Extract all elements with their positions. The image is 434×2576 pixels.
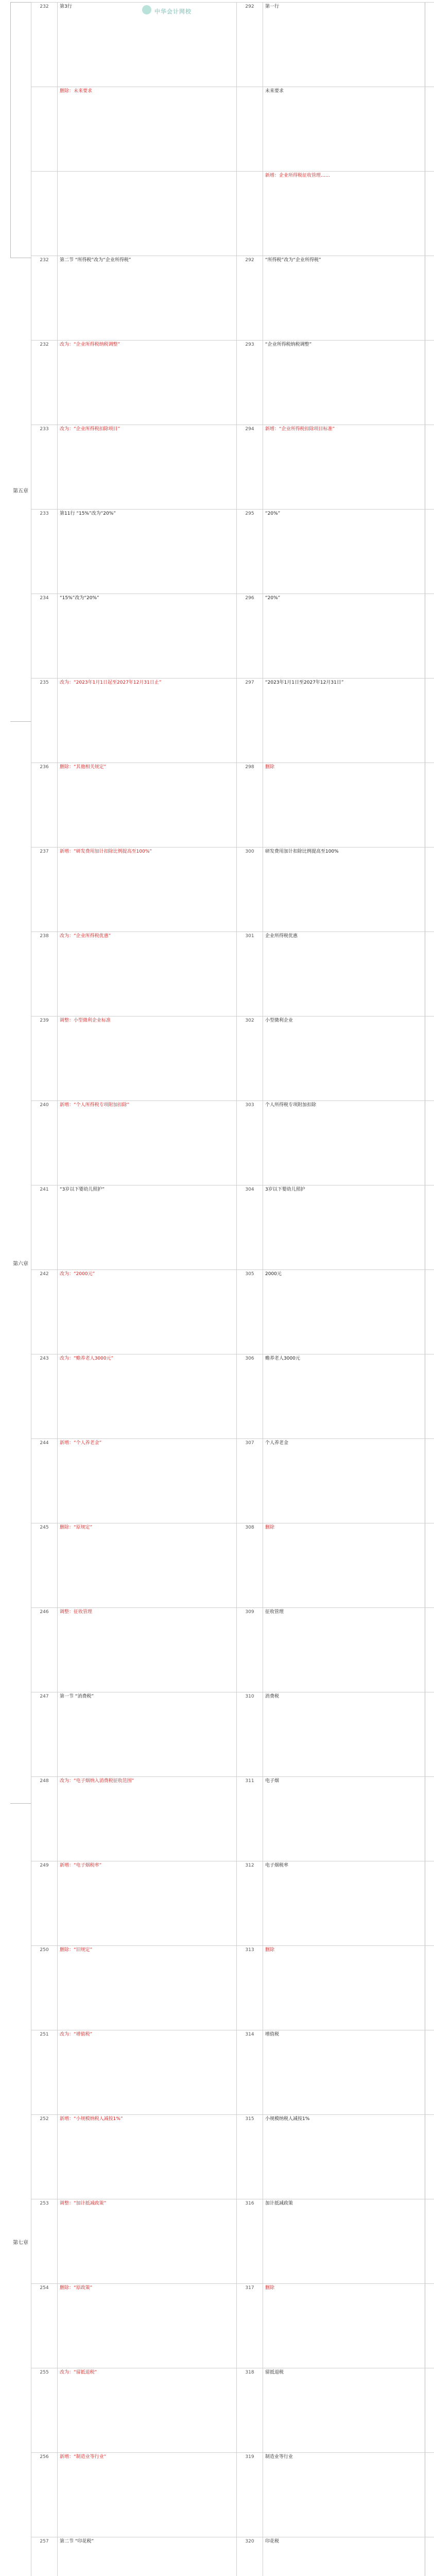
table-row xyxy=(31,3,434,87)
comparison-table xyxy=(31,2,434,2576)
table-row xyxy=(31,2030,434,2115)
table-row xyxy=(31,1439,434,1523)
old-text-cell: 改为：“增值税” xyxy=(58,2030,237,2115)
page-number-right: 300 xyxy=(237,848,263,932)
page-number-left: 252 xyxy=(31,2115,58,2199)
old-text-cell: 第二节 “所得税”改为“企业所得税” xyxy=(58,256,237,341)
new-text-cell: 征收管理 xyxy=(263,1608,434,1692)
page-number-left: 249 xyxy=(31,1861,58,1946)
old-text-cell: 调整：“加计抵减政策” xyxy=(58,2199,237,2284)
old-text-cell: 改为：“企业所得税优惠” xyxy=(58,932,237,1016)
page-number-right: 309 xyxy=(237,1608,263,1692)
page-number-right: 320 xyxy=(237,2537,263,2576)
page-number-left: 238 xyxy=(31,932,58,1016)
old-text-cell: 改为：“2000元” xyxy=(58,1270,237,1354)
page-number-right: 314 xyxy=(237,2030,263,2115)
new-text-cell: 2000元 xyxy=(263,1270,434,1354)
chapter-label-6: 第六章 xyxy=(10,721,31,1804)
old-text-cell: 改为：“电子烟纳入消费税征收范围” xyxy=(58,1777,237,1861)
page-number-right: 292 xyxy=(237,3,263,87)
page-number-right: 319 xyxy=(237,2453,263,2537)
page-number-right: 294 xyxy=(237,425,263,510)
page-number-right xyxy=(237,87,263,172)
new-text-cell: 加计抵减政策 xyxy=(263,2199,434,2284)
page-number-right: 317 xyxy=(237,2284,263,2368)
table-row xyxy=(31,256,434,341)
page-number-right: 308 xyxy=(237,1523,263,1608)
page-number-left: 239 xyxy=(31,1016,58,1101)
table-row xyxy=(31,1354,434,1439)
table-row xyxy=(31,510,434,594)
page-number-left: 236 xyxy=(31,763,58,848)
table-row xyxy=(31,1777,434,1861)
page-number-left: 232 xyxy=(31,256,58,341)
page-number-right xyxy=(237,172,263,256)
new-text-cell: 小规模纳税人减按1% xyxy=(263,2115,434,2199)
old-text-cell: 删除：“其他相关规定” xyxy=(58,763,237,848)
new-text-cell: 未来要求 xyxy=(263,87,434,172)
page-number-left: 232 xyxy=(31,3,58,87)
old-text-cell: 新增：“制造业等行业” xyxy=(58,2453,237,2537)
new-text-cell: 新增：企业所得税征收管理…… xyxy=(263,172,434,256)
old-text-cell: 改为：“2023年1月1日起至2027年12月31日止” xyxy=(58,679,237,763)
new-text-cell: 个人所得税专项附加扣除 xyxy=(263,1101,434,1185)
page-number-right: 313 xyxy=(237,1946,263,2030)
table-row xyxy=(31,2368,434,2453)
new-text-cell: 电子烟 xyxy=(263,1777,434,1861)
page-number-right: 298 xyxy=(237,763,263,848)
table-row xyxy=(31,1016,434,1101)
table-row xyxy=(31,2453,434,2537)
table-row xyxy=(31,2284,434,2368)
old-text-cell: 第3行 xyxy=(58,3,237,87)
old-text-cell: 删除：未来要求 xyxy=(58,87,237,172)
page-number-left: 245 xyxy=(31,1523,58,1608)
table-row xyxy=(31,1270,434,1354)
chapter-label-5: 第五章 xyxy=(10,258,31,722)
page-number-left: 243 xyxy=(31,1354,58,1439)
new-text-cell: 删除 xyxy=(263,2284,434,2368)
new-text-cell: 留抵退税 xyxy=(263,2368,434,2453)
page-number-left: 240 xyxy=(31,1101,58,1185)
table-row xyxy=(31,594,434,679)
old-text-cell: 第二节 “印花税” xyxy=(58,2537,237,2576)
page-number-right: 304 xyxy=(237,1185,263,1270)
old-text-cell: 新增：“电子烟税率” xyxy=(58,1861,237,1946)
page-number-right: 310 xyxy=(237,1692,263,1777)
old-text-cell: 新增：“研发费用加计扣除比例提高至100%” xyxy=(58,848,237,932)
new-text-cell: 增值税 xyxy=(263,2030,434,2115)
page-number-left: 234 xyxy=(31,594,58,679)
old-text-cell: “15%”改为“20%” xyxy=(58,594,237,679)
page-number-right: 316 xyxy=(237,2199,263,2284)
page-number-right: 306 xyxy=(237,1354,263,1439)
page-number-left: 241 xyxy=(31,1185,58,1270)
table-row xyxy=(31,848,434,932)
chapter-label-7: 第七章 xyxy=(10,1803,31,2576)
table-row xyxy=(31,2199,434,2284)
new-text-cell: “20%” xyxy=(263,510,434,594)
page-number-right: 302 xyxy=(237,1016,263,1101)
old-text-cell: 删除：“旧规定” xyxy=(58,1946,237,2030)
page-number-right: 293 xyxy=(237,341,263,425)
page-number-right: 318 xyxy=(237,2368,263,2453)
page-number-left: 248 xyxy=(31,1777,58,1861)
page-number-left: 250 xyxy=(31,1946,58,2030)
old-text-cell: 第一节 “消费税” xyxy=(58,1692,237,1777)
new-text-cell: 小型微利企业 xyxy=(263,1016,434,1101)
new-text-cell: 删除 xyxy=(263,1946,434,2030)
table-row xyxy=(31,763,434,848)
old-text-cell: 调整：小型微利企业标准 xyxy=(58,1016,237,1101)
table-row xyxy=(31,87,434,172)
old-text-cell: 新增：“个人所得税专项附加扣除” xyxy=(58,1101,237,1185)
new-text-cell: 消费税 xyxy=(263,1692,434,1777)
page-number-right: 311 xyxy=(237,1777,263,1861)
page-number-right: 295 xyxy=(237,510,263,594)
page-number-left: 254 xyxy=(31,2284,58,2368)
table-row xyxy=(31,341,434,425)
new-text-cell: “20%” xyxy=(263,594,434,679)
page-number-left: 253 xyxy=(31,2199,58,2284)
old-text-cell: 新增：“个人养老金” xyxy=(58,1439,237,1523)
page-number-left: 244 xyxy=(31,1439,58,1523)
page-number-right: 297 xyxy=(237,679,263,763)
new-text-cell: 制造业等行业 xyxy=(263,2453,434,2537)
old-text-cell: 删除：“原政策” xyxy=(58,2284,237,2368)
table-row xyxy=(31,2115,434,2199)
page-number-right: 315 xyxy=(237,2115,263,2199)
table-row xyxy=(31,1523,434,1608)
new-text-cell: 第一行 xyxy=(263,3,434,87)
page-number-right: 312 xyxy=(237,1861,263,1946)
page-number-right: 292 xyxy=(237,256,263,341)
page-number-left xyxy=(31,172,58,256)
new-text-cell: 新增：“企业所得税扣除项目标准” xyxy=(263,425,434,510)
page-number-left: 251 xyxy=(31,2030,58,2115)
old-text-cell: 调整：征收管理 xyxy=(58,1608,237,1692)
table-row xyxy=(31,1692,434,1777)
old-text-cell: 改为：“赡养老人3000元” xyxy=(58,1354,237,1439)
table-row xyxy=(31,932,434,1016)
page-number-left: 257 xyxy=(31,2537,58,2576)
page-number-left: 233 xyxy=(31,425,58,510)
page-number-left: 233 xyxy=(31,510,58,594)
page-number-left xyxy=(31,87,58,172)
old-text-cell: 删除：“原规定” xyxy=(58,1523,237,1608)
table-row xyxy=(31,1946,434,2030)
table-row xyxy=(31,1861,434,1946)
table-row xyxy=(31,679,434,763)
new-text-cell: 印花税 xyxy=(263,2537,434,2576)
old-text-cell: “3岁以下婴幼儿照护” xyxy=(58,1185,237,1270)
new-text-cell: 删除 xyxy=(263,1523,434,1608)
new-text-cell: 研发费用加计扣除比例提高至100% xyxy=(263,848,434,932)
new-text-cell: “所得税”改为“企业所得税” xyxy=(263,256,434,341)
table-row xyxy=(31,1185,434,1270)
old-text-cell xyxy=(58,172,237,256)
table-row xyxy=(31,425,434,510)
old-text-cell: 新增：“小规模纳税人减按1%” xyxy=(58,2115,237,2199)
page-number-right: 296 xyxy=(237,594,263,679)
page-number-right: 307 xyxy=(237,1439,263,1523)
page-number-left: 246 xyxy=(31,1608,58,1692)
table-row xyxy=(31,1608,434,1692)
page-number-left: 235 xyxy=(31,679,58,763)
new-text-cell: 个人养老金 xyxy=(263,1439,434,1523)
page-number-left: 237 xyxy=(31,848,58,932)
new-text-cell: 3岁以下婴幼儿照护 xyxy=(263,1185,434,1270)
page-number-left: 256 xyxy=(31,2453,58,2537)
page-number-left: 255 xyxy=(31,2368,58,2453)
table-row xyxy=(31,2537,434,2576)
table-row xyxy=(31,172,434,256)
new-text-cell: 删除 xyxy=(263,763,434,848)
page-number-right: 303 xyxy=(237,1101,263,1185)
page-number-left: 232 xyxy=(31,341,58,425)
page-number-left: 247 xyxy=(31,1692,58,1777)
new-text-cell: “2023年1月1日至2027年12月31日” xyxy=(263,679,434,763)
old-text-cell: 第11行 “15%”改为“20%” xyxy=(58,510,237,594)
new-text-cell: 企业所得税优惠 xyxy=(263,932,434,1016)
new-text-cell: 赡养老人3000元 xyxy=(263,1354,434,1439)
old-text-cell: 改为：“企业所得税扣除项目” xyxy=(58,425,237,510)
old-text-cell: 改为：“留抵退税” xyxy=(58,2368,237,2453)
table-row xyxy=(31,1101,434,1185)
watermark-text: 中华会计网校 xyxy=(154,8,192,15)
page-number-right: 301 xyxy=(237,932,263,1016)
old-text-cell: 改为：“企业所得税纳税调整” xyxy=(58,341,237,425)
page-number-right: 305 xyxy=(237,1270,263,1354)
page-number-left: 242 xyxy=(31,1270,58,1354)
new-text-cell: 电子烟税率 xyxy=(263,1861,434,1946)
new-text-cell: “企业所得税纳税调整” xyxy=(263,341,434,425)
